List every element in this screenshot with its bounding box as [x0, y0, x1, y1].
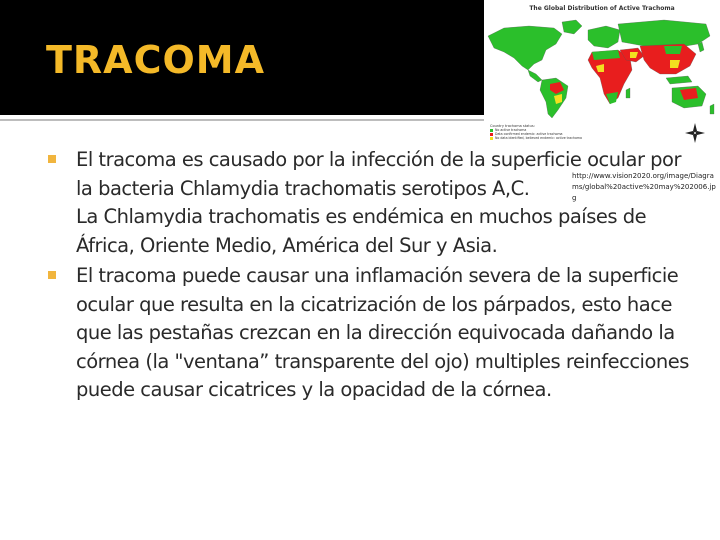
bullet-item — [44, 146, 694, 260]
legend-label: No active trachoma — [495, 128, 527, 132]
bullet-list — [44, 146, 694, 405]
image-source-url: http://www.vision2020.org/image/Diagrams/global%20active%20may%202006.jpg — [572, 172, 716, 202]
legend-swatch — [490, 129, 493, 132]
bullet-paragraph: El tracoma es causado por la infección de la superficie ocular por la bacteria Chlamydia trachomatis serotipos A,C. — [76, 148, 682, 200]
legend-label: No data identified, believed endemic: active trachoma — [495, 136, 582, 140]
north-asia-shape — [618, 20, 710, 48]
map-legend — [490, 124, 582, 140]
legend-swatch — [490, 133, 493, 136]
bullet-square-icon — [48, 155, 56, 163]
bullet-paragraph: La Chlamydia trachomatis es endémica en muchos países de África, Oriente Medio, América del Sur y Asia. — [76, 205, 647, 257]
title-divider — [0, 119, 484, 121]
asia-clear-patch — [664, 46, 682, 54]
title-bar — [0, 0, 484, 115]
bullet-paragraph: El tracoma puede causar una inflamación severa de la superficie ocular que resulta en la cicatrización de los párpados, esto hace que las pestañas crezcan en la dirección equivocada dañando la córnea (la "ventana” transparente del ojo) multiples reinfecciones puede causar cicatrices y la opacidad de la córnea. — [76, 264, 689, 401]
world-map — [484, 14, 720, 122]
compass-icon — [684, 122, 706, 144]
legend-item-believed-endemic — [490, 136, 582, 140]
trachoma-map-figure — [484, 0, 720, 146]
bullet-square-icon — [48, 271, 56, 279]
slide-title: TRACOMA — [46, 38, 266, 82]
legend-label: Data confirmed endemic: active trachoma — [495, 132, 563, 136]
map-title: The Global Distribution of Active Trachoma — [529, 5, 675, 12]
legend-swatch — [490, 137, 493, 140]
bullet-item — [44, 262, 694, 405]
legend-heading: Country trachoma status: — [490, 124, 535, 128]
